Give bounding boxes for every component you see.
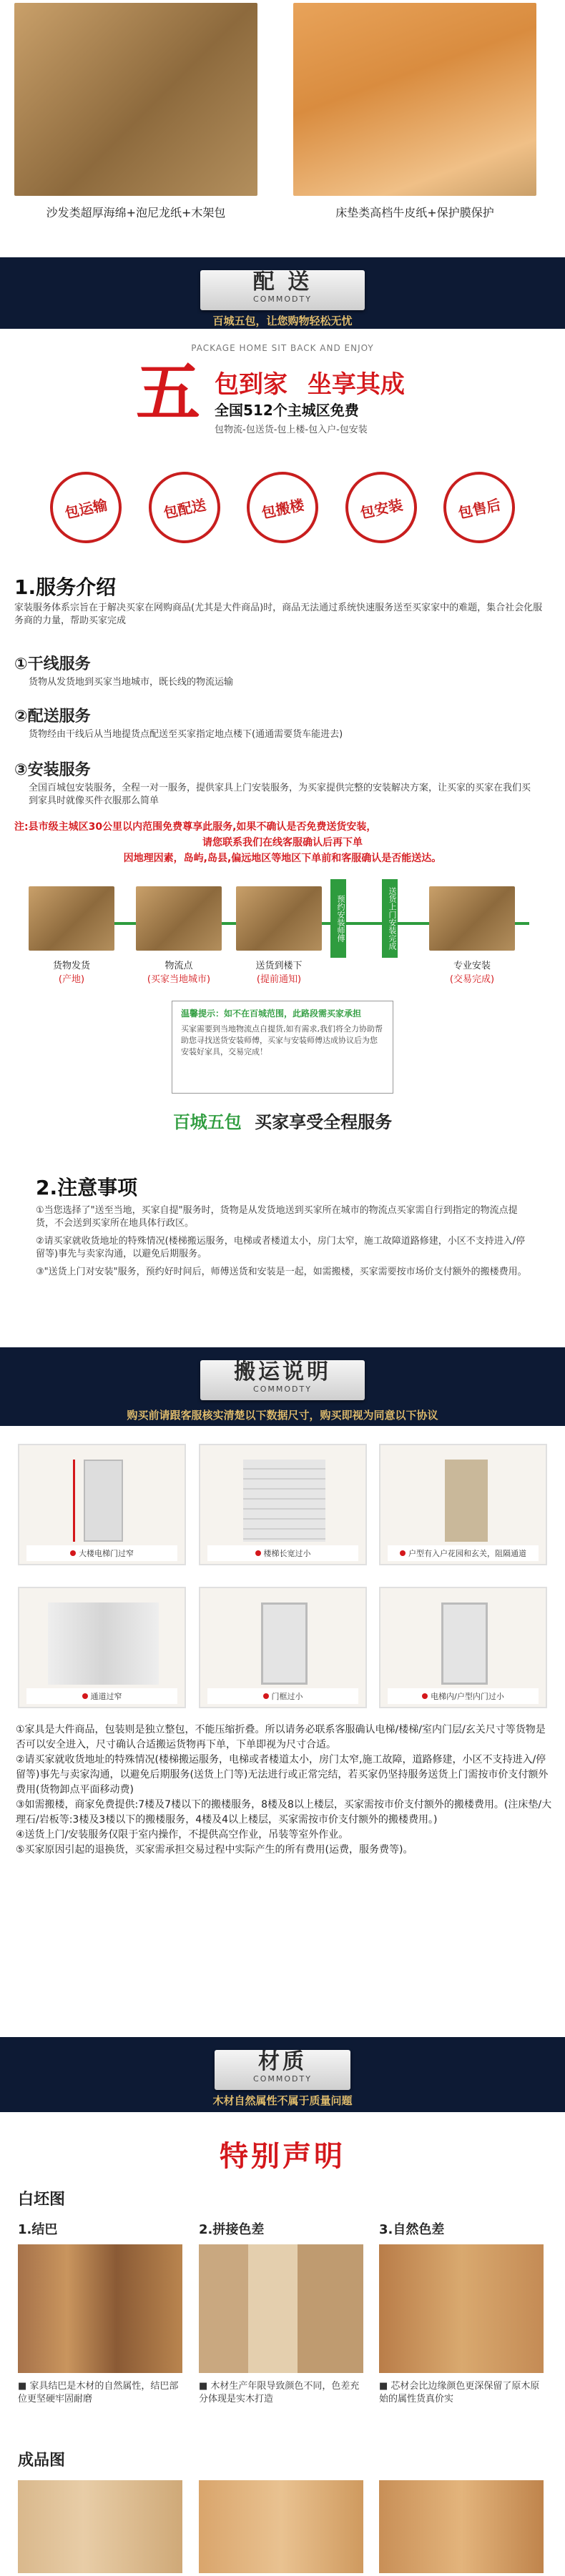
moving-text-1: ①家具是大件商品，包装则是独立整包，不能压缩折叠。所以请务必联系客服确认电梯/楼梯/室内门层/玄关尺寸等货物是否可以安全进入，尺寸确认合适搬运货物再下单，下单即视为尺寸合适。 xyxy=(16,1724,546,1750)
install-notice-3: 因地理因素，岛屿,岛县,偏远地区等地区下单前和客服确认是否能送达。 xyxy=(123,853,442,864)
promo-tagline: PACKAGE HOME SIT BACK AND ENJOY xyxy=(191,343,374,353)
material-banner-slogan: 木材自然属性不属于质量问题 xyxy=(212,2094,353,2107)
material-banner-title: 材质 xyxy=(258,2049,307,2074)
illus-entry-garden xyxy=(379,1444,547,1565)
illus-label-6: 电梯内/户型内门过小 xyxy=(431,1692,504,1701)
packaging-caption-left: 沙发类超厚海绵+泡尼龙纸+木架包 xyxy=(46,206,226,219)
material-banner-subtitle: COMMODTY xyxy=(253,2074,312,2084)
item-1-swatch xyxy=(18,2244,182,2373)
flow-photo-1 xyxy=(29,886,114,951)
flow-photo-4 xyxy=(429,886,515,951)
special-title: 特别声明 xyxy=(220,2140,345,2173)
flow-step-4-label: 专业安装 xyxy=(453,961,491,971)
flow-step-3 xyxy=(229,958,329,985)
packaging-photo-sofa xyxy=(14,3,257,196)
moving-text-2: ②请买家就收货地址的特殊情况(楼梯搬运服务，电梯或者楼道太小，房门太窄,施工故障，道路修建，小区不支持进入/停留等)事先与卖家沟通，以避免后期服务(送货上门等)无法进行或正常完结，若买家仍坚持服务送货上门需按市价支付额外费用(货物卸点平面移动费) xyxy=(16,1754,549,1795)
moving-text-3: ③如需搬楼，商家免费提供:7楼及7楼以下的搬楼服务，8楼及8以上楼层，买家需按市价支付额外的搬楼费用。(注床垫/大理石/岩板等:3楼及3楼以下的搬楼服务，4楼及4以上楼层，买家需按市价支付额外的搬楼费用。) xyxy=(16,1799,552,1826)
item-2-swatch xyxy=(199,2244,363,2373)
notes-line-1: ①当您选择了"送至当地，买家自提"服务时，货物是从发货地送到买家所在城市的物流点买家需自行到指定的物流点提货，不会送到买家所在地具体行政区。 xyxy=(36,1205,518,1229)
promo-headline-1: 包到家 xyxy=(215,370,288,399)
promo-big-char: 五 xyxy=(136,355,200,430)
item-3-title: 3.自然色差 xyxy=(379,2222,445,2237)
flow-step-1-label: 货物发货 xyxy=(52,961,90,971)
trunk-text: 货物从发货地到买家当地城市，既长线的物流运输 xyxy=(29,677,234,688)
promo-badges xyxy=(50,472,515,543)
delivery-banner-slogan: 百城五包，让您购物轻松无忧 xyxy=(212,314,353,327)
illus-doorframe-small xyxy=(199,1587,367,1708)
distribution-title: ②配送服务 xyxy=(14,708,91,725)
item-3-swatch xyxy=(379,2244,544,2373)
flow-step-1 xyxy=(29,958,114,985)
item-2-title: 2.拼接色差 xyxy=(199,2222,265,2237)
item-1-title: 1.结巴 xyxy=(18,2222,58,2237)
service-intro-title: 1.服务介绍 xyxy=(14,575,117,599)
distribution-text: 货物经由干线后从当地提货点配送至买家指定地点楼下(通通需要货车能进去) xyxy=(29,729,343,740)
item-1-desc: ■ 家具结巴是木材的自然属性，结巴部位更坚硬牢固耐磨 xyxy=(18,2381,179,2404)
material-banner-plaque xyxy=(215,2050,350,2090)
flow-tip-text: 买家需要到当地物流点自提货,如有需求,我们将全力协助帮助您寻找送货安装师傅，买家与安装师傅达成协议后为您安装好家具，交易完成！ xyxy=(181,1024,383,1056)
flow-tip-title: 温馨提示：如不在百城范围，此路段需买家承担 xyxy=(181,1009,362,1019)
moving-banner-title: 搬运说明 xyxy=(234,1359,331,1384)
illus-interior-door-small xyxy=(379,1587,547,1708)
flow-photo-3 xyxy=(236,886,322,951)
promo-headline-2: 坐享其成 xyxy=(307,370,405,399)
illus-label-2: 楼梯长宽过小 xyxy=(263,1549,311,1558)
flow-step-3-label: 送货到楼下 xyxy=(255,961,303,971)
flow-step-3-note: (提前通知) xyxy=(256,974,302,985)
install-notice-1: 注:县市级主城区30公里以内范围免费尊享此服务,如果不确认是否免费送货安装， xyxy=(14,821,377,833)
flow-step-1-note: (产地) xyxy=(58,974,85,985)
blank-title: 白坯图 xyxy=(18,2191,66,2209)
illus-label-4: 通道过窄 xyxy=(90,1692,122,1701)
moving-text xyxy=(16,1723,552,1858)
illus-label-1: 大楼电梯门过窄 xyxy=(79,1549,134,1558)
flow-step-2 xyxy=(122,958,236,985)
flow-vtag-1: 预约安装师傅 xyxy=(330,879,346,958)
flow-vtag-2: 送货上门安装完成 xyxy=(382,879,398,958)
badge-upstairs: 包搬楼 xyxy=(240,465,325,550)
illus-label-5: 门框过小 xyxy=(271,1692,303,1701)
install-text: 全国百城包安装服务，全程一对一服务，提供家具上门安装服务，为买家提供完整的安装解决方案，让买家的买家在我们买到家具时就像买件衣服那么简单 xyxy=(29,783,531,806)
flow-step-4 xyxy=(429,958,515,985)
service-intro-text: 家装服务体系宗旨在于解决买家在网购商品(尤其是大件商品)时，商品无法通过系统快速服务送至买家家中的难题，集合社会化服务商的力量，帮助买家完成 xyxy=(14,603,543,626)
packaging-caption-right: 床垫类高档牛皮纸+保护膜保护 xyxy=(335,206,494,219)
illus-elevator-narrow xyxy=(18,1444,186,1565)
promo-services-line: 包物流-包送货-包上楼-包入户-包安装 xyxy=(215,425,368,435)
delivery-banner-title: 配 送 xyxy=(252,269,313,294)
flow-step-2-label: 物流点 xyxy=(164,961,193,971)
delivery-banner xyxy=(0,257,565,329)
material-banner xyxy=(0,2037,565,2112)
finished-swatch-1 xyxy=(18,2480,182,2573)
install-notice-2: 请您联系我们在线客服确认后再下单 xyxy=(202,837,363,848)
packaging-photo-mattress xyxy=(293,3,536,196)
badge-install: 包安装 xyxy=(338,465,423,550)
install-title: ③安装服务 xyxy=(14,761,91,779)
illus-label-3: 户型有入户花园和玄关，阻隔通道 xyxy=(408,1549,526,1558)
delivery-banner-subtitle: COMMODTY xyxy=(253,294,312,304)
moving-banner-slogan: 购买前请跟客服核实清楚以下数据尺寸，购买即视为同意以下协议 xyxy=(127,1409,438,1422)
notes-title: 2.注意事项 xyxy=(36,1176,138,1199)
promo-coverage: 全国512个主城区免费 xyxy=(215,402,359,419)
flow-photo-2 xyxy=(136,886,222,951)
flow-step-4-note: (交易完成) xyxy=(449,974,495,985)
item-3-desc: ■ 芯材会比边缘颜色更深保留了原木原始的属性货真价实 xyxy=(379,2381,540,2404)
flow-step-2-note: (买家当地城市) xyxy=(147,974,211,985)
finished-title: 成品图 xyxy=(18,2452,66,2470)
promo-headline xyxy=(215,365,405,400)
badge-delivery: 包配送 xyxy=(142,465,227,550)
trunk-title: ①干线服务 xyxy=(14,655,91,673)
moving-text-5: ⑤买家原因引起的退换货，买家需承担交易过程中实际产生的所有费用(运费，服务费等)。 xyxy=(16,1844,413,1856)
moving-banner xyxy=(0,1347,565,1426)
moving-text-4: ④送货上门/安装服务仅限于室内操作，不提供高空作业，吊装等室外作业。 xyxy=(16,1829,349,1841)
flow-slogan-green: 百城五包 xyxy=(172,1112,242,1132)
notes-line-2: ②请买家就收货地址的特殊情况(楼梯搬运服务，电梯或者楼道太小，房门太窄，施工故障道路修建，小区不支持进入/停留等)事先与卖家沟通，以避免后期服务。 xyxy=(36,1236,526,1259)
finished-swatch-2 xyxy=(199,2480,363,2573)
badge-aftersale: 包售后 xyxy=(437,465,522,550)
notes-line-3: ③"送货上门对安装"服务，预约好时间后，师傅送货和安装是一起，如需搬楼，买家需要按市场价支付额外的搬楼费用。 xyxy=(36,1267,527,1277)
badge-transport: 包运输 xyxy=(44,465,129,550)
flow-slogan xyxy=(0,1108,565,1133)
flow-tip-box xyxy=(172,1001,393,1094)
moving-banner-subtitle: COMMODTY xyxy=(253,1384,312,1394)
illus-stairs-small xyxy=(199,1444,367,1565)
flow-slogan-red: 买家享受全程服务 xyxy=(255,1112,393,1132)
finished-swatch-3 xyxy=(379,2480,544,2573)
item-2-desc: ■ 木材生产年限导致颜色不同，色差充分体现是实木打造 xyxy=(199,2381,360,2404)
delivery-banner-plaque xyxy=(200,270,365,310)
moving-banner-plaque xyxy=(200,1360,365,1400)
illus-passage-narrow xyxy=(18,1587,186,1708)
